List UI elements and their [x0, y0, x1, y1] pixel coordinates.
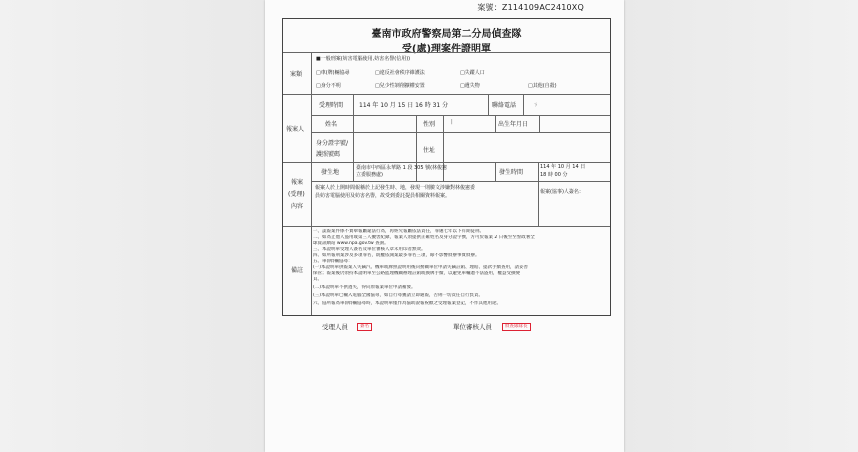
- remark-line: (一)本證明單供報案人失竊汽、機車或牌照證明用後向務關單位申請失竊註銷、理賠、提款手續查用，請妥善: [313, 265, 529, 270]
- gender-label: 性別: [423, 121, 436, 128]
- remark-line: 二、如為止他人盜用或第三人擾害紀錄，報案人須提供正確姓名及身分證字號，方可於報案 2 日後至至警政署全: [313, 235, 535, 240]
- agency-title: 臺南市政府警察局第二分局偵查隊: [371, 29, 522, 40]
- case-type-option: □車(牌)輛協尋: [316, 70, 350, 76]
- remark-line: 三、本證明單受理人簽名及單位審核人章未用印者無效。: [313, 247, 426, 252]
- content-label: 內容: [291, 203, 304, 210]
- rule: [495, 162, 496, 181]
- case-type-option: □兒少性剝削擴權安置: [375, 83, 425, 89]
- rule: [311, 226, 312, 315]
- remark-line: 六、協所報為車(牌)輛協尋時，本證明單僅作為協助說報祝歡之受理報案登記，不作其他用途。: [313, 301, 502, 306]
- remark-line: (三)本證明單已輸入電腦全國協尋，如自行尋獲請立即通報，否則一切責任自行負責。: [313, 293, 484, 298]
- rule: [311, 52, 312, 226]
- place-label: 發生地: [321, 169, 340, 176]
- birth-label: 出生年月日: [498, 121, 529, 128]
- rule: [311, 181, 610, 182]
- case-type-option: □其他(自殺): [528, 83, 557, 89]
- address-label: 住址: [423, 147, 436, 154]
- redacted-mark: ㄋ: [533, 102, 539, 108]
- content-text: 員妨害電腦使用及妨害名譽，故受到委託提員相關資料報案。: [315, 193, 451, 199]
- reviewer-stamp: 偵查隊隊長: [502, 323, 531, 331]
- form-frame: [282, 18, 611, 316]
- rule: [311, 132, 610, 133]
- signature-label: 報案(協事)人簽名：: [540, 189, 584, 195]
- case-type-option: ■一般刑案(妨害電腦使用,妨害名譽(信用)): [316, 56, 411, 62]
- background-right: [624, 0, 858, 452]
- content-label: 報案: [291, 179, 304, 186]
- case-type-option: □身分不明: [316, 83, 341, 89]
- content-label: (受理): [288, 191, 305, 198]
- id-label: 護照號碼: [316, 151, 341, 158]
- occur-time-value: 18 時 00 分: [540, 172, 568, 178]
- rule: [443, 115, 444, 181]
- remark-line: 貝。: [313, 277, 322, 282]
- name-label: 姓名: [325, 121, 338, 128]
- rule: [488, 94, 489, 115]
- receive-time-value: 114 年 10 月 15 日 16 時 31 分: [359, 102, 449, 109]
- phone-label: 聯絡電話: [492, 102, 517, 109]
- occur-time-label: 發生時間: [499, 169, 524, 176]
- rule: [311, 115, 610, 116]
- redacted-mark: |: [451, 119, 453, 125]
- receiver-stamp: 簽名: [357, 323, 372, 331]
- remark-line: 五、車(牌)輛協尋：: [313, 259, 353, 264]
- form-title: 受(處)理案件證明單: [401, 44, 492, 55]
- case-type-option: □遺失物: [460, 83, 480, 89]
- remark-line: 保管；報案後仍須持本證明單至公路監理機關辦理註銷或換牌手續，以避免車輛遭不法盜用，權益受損變: [313, 271, 520, 276]
- background-left: [0, 0, 265, 452]
- remark-line: 一、謊報案件係不實舉報屬違法行為，再經究報屬依法責任，罪處七年以下有期徒刑。: [313, 229, 484, 234]
- place-value: 立委服務處): [356, 172, 383, 178]
- case-type-label: 案類: [290, 71, 303, 78]
- reviewer-label: 單位審核人員: [453, 323, 492, 331]
- rule: [538, 162, 539, 181]
- remarks-label: 備註: [291, 267, 304, 274]
- receiver-label: 受理人員: [322, 323, 348, 331]
- rule: [283, 226, 610, 227]
- rule: [353, 94, 354, 181]
- rule: [283, 162, 610, 163]
- rule: [523, 94, 524, 115]
- content-text: 報案人於上開時間報稱於上記發生時、地，發現一則臉文涉嫌對林俊憲委: [315, 185, 476, 191]
- remark-line: 球資訊網站 www.npa.gov.tw 查詢。: [313, 241, 389, 246]
- case-number: 案號：Z114109AC2410XQ: [477, 3, 584, 12]
- place-value: 臺南市中西區永華路 1 段 305 號(林俊憲: [356, 165, 448, 171]
- receive-time-label: 受理時間: [319, 102, 344, 109]
- rule: [538, 181, 539, 226]
- reporter-label: 報案人: [286, 126, 305, 133]
- rule: [283, 52, 610, 53]
- certificate-document: [265, 0, 624, 452]
- remark-line: 四、如所報刑案涉及多項罪名，既權依開案最多罪名三項，餘不影響偵辦事實偵辦。: [313, 253, 480, 258]
- occur-time-value: 114 年 10 月 14 日: [540, 164, 586, 170]
- remark-line: (二)本證明單不供過失，得向原報案單位申請補發。: [313, 285, 416, 290]
- rule: [283, 94, 610, 95]
- rule: [539, 115, 540, 132]
- rule: [495, 115, 496, 132]
- case-type-option: □失蹤人口: [460, 70, 485, 76]
- rule: [416, 115, 417, 181]
- id-label: 身分證字號/: [316, 140, 349, 147]
- case-type-option: □違反社會秩序維護法: [375, 70, 425, 76]
